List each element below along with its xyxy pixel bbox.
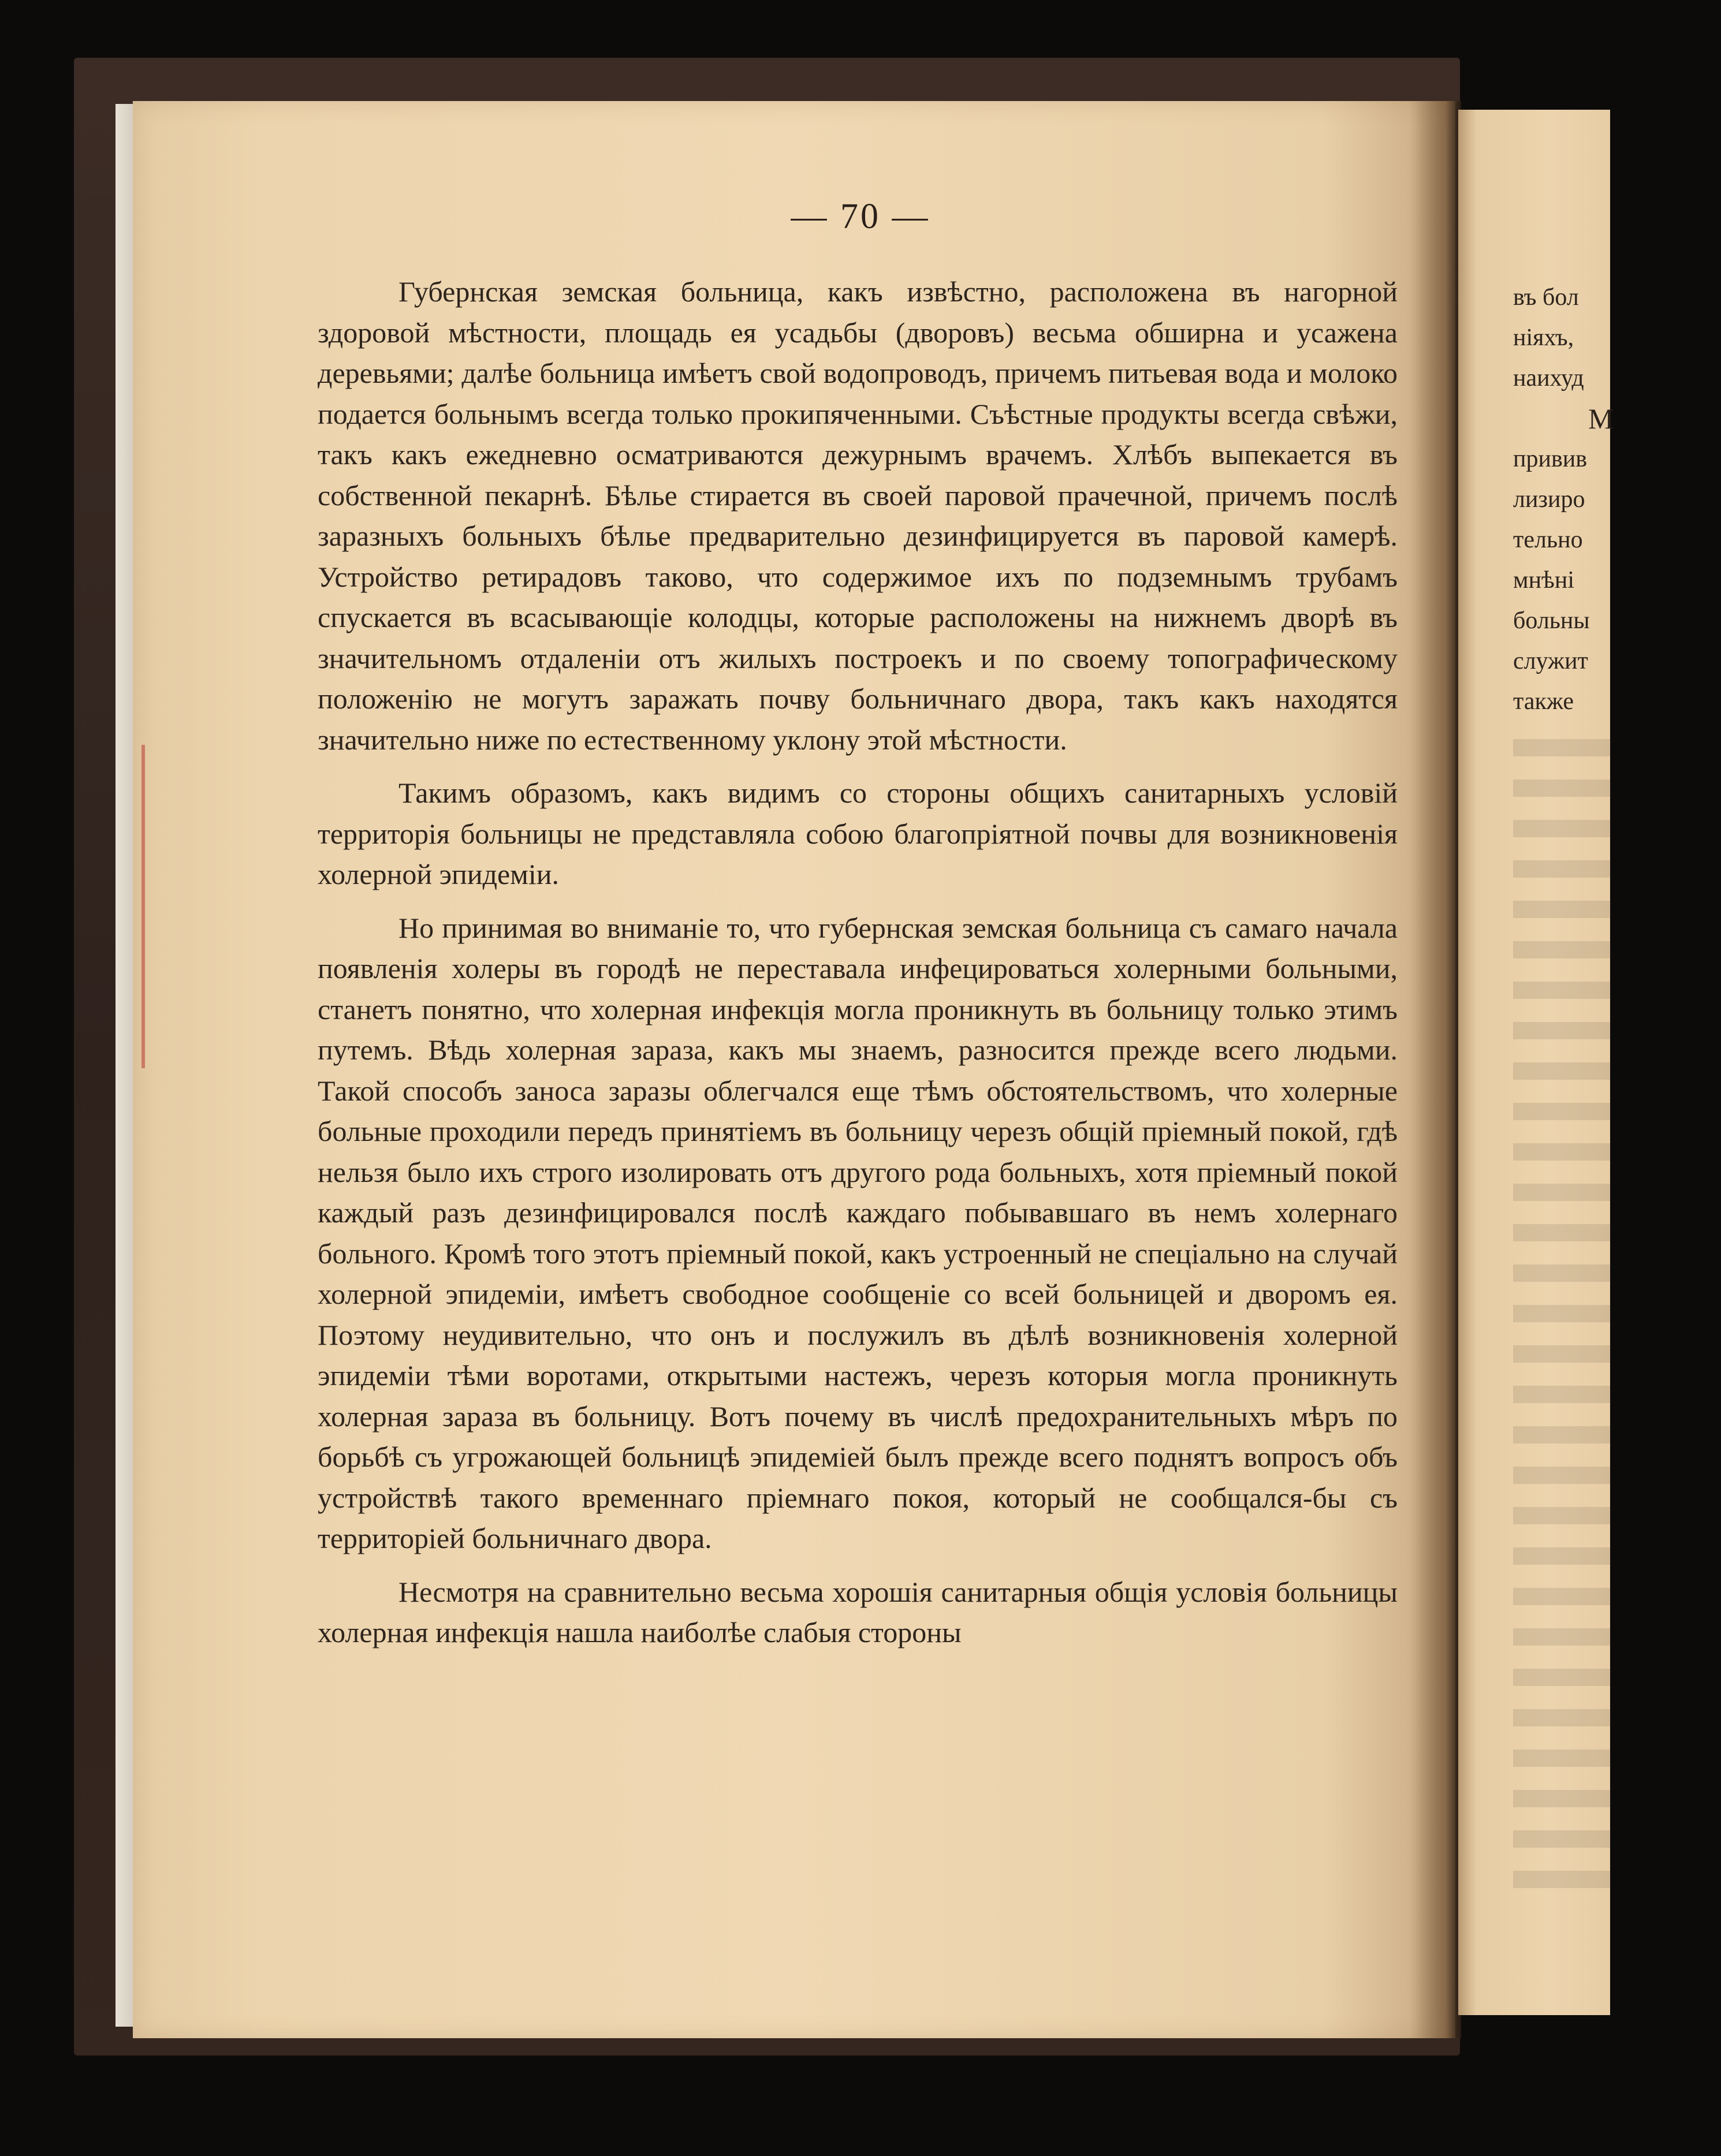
page-edge-mark (141, 745, 145, 1068)
right-line: мнѣні (1513, 567, 1575, 594)
right-line: наихуд (1513, 365, 1584, 391)
right-line: лизиро (1513, 486, 1585, 513)
page-number: — 70 — (791, 197, 930, 236)
paragraph-2: Такимъ образомъ, какъ видимъ со стороны общихъ санитарныхъ условій территорія больницы не представляла собою благопріятной почвы для возникновенія холерной эпидеміи. (318, 777, 1398, 890)
right-line: привив (1513, 446, 1588, 472)
right-line: тельно (1513, 527, 1583, 553)
right-line: больны (1513, 607, 1590, 634)
right-line: ніяхъ, (1513, 324, 1574, 351)
right-page-text (1513, 277, 1614, 722)
right-line: также (1513, 688, 1574, 715)
right-line: служит (1513, 648, 1588, 674)
book-gutter (1409, 101, 1461, 2038)
paragraph-4: Несмотря на сравнительно весьма хорошія санитарныя общія условія больницы холерная инфекція нашла наиболѣе слабыя стороны (318, 1575, 1398, 1648)
right-line: М (1588, 402, 1614, 435)
body-text (318, 271, 1398, 1666)
right-line: въ бол (1513, 284, 1579, 311)
paragraph-1: Губернская земская больница, какъ извѣстно, расположена въ нагорной здоровой мѣстности, площадь ея усадьбы (дворовъ) весьма обширна и усажена деревьями; далѣе больница имѣетъ свой водопроводъ, причемъ питьевая вода и молоко подается больнымъ всегда только прокипяченными. Съѣстные продукты всегда свѣжи, такъ какъ ежедневно осматриваются дежурнымъ врачемъ. Хлѣбъ выпекается въ собственной пекарнѣ. Бѣлье стирается въ своей паровой прачечной, причемъ послѣ заразныхъ больныхъ бѣлье предварительно дезинфицируется въ паровой камерѣ. Устройство ретирадовъ таково, что содержимое ихъ по подземнымъ трубамъ спускается въ всасывающіе колодцы, которые расположены на нижнемъ дворѣ въ значительномъ отдаленіи отъ жилыхъ построекъ и по своему топографическому положенію не могутъ заражать почву больничнаго двора, такъ какъ находятся значительно ниже по естественному уклону этой мѣстности. (318, 275, 1398, 756)
bleed-through-text (1513, 739, 1610, 1894)
paragraph-3: Но принимая во вниманіе то, что губернская земская больница съ самаго начала появленія холеры въ городѣ не переставала инфецироваться холерными больными, станетъ понятно, что холерная инфекція могла проникнуть въ больницу только этимъ путемъ. Вѣдь холерная зараза, какъ мы знаемъ, разносится прежде всего людьми. Такой способъ заноса заразы облегчался еще тѣмъ обстоятельствомъ, что холерные больные проходили передъ принятіемъ въ больницу черезъ общій пріемный покой, гдѣ нельзя было ихъ строго изолировать отъ другого рода больныхъ, хотя пріемный покой каждый разъ дезинфицировался послѣ каждаго побывавшаго въ немъ холернаго больного. Кромѣ того этотъ пріемный покой, какъ устроенный не спеціально на случай холерной эпидеміи, имѣетъ свободное сообщеніе со всей больницей и дворомъ ея. Поэтому неудивительно, что онъ и послужилъ въ дѣлѣ возникновенія холерной эпидеміи тѣми воротами, открытыми настежъ, черезъ которыя могла проникнуть холерная зараза въ больницу. Вотъ почему въ числѣ предохранительныхъ мѣръ по борьбѣ съ угрожающей больницѣ эпидеміей былъ прежде всего поднятъ вопросъ объ устройствѣ такого временнаго пріемнаго покоя, который не сообщался-бы съ территоріей больничнаго двора. (318, 911, 1398, 1554)
